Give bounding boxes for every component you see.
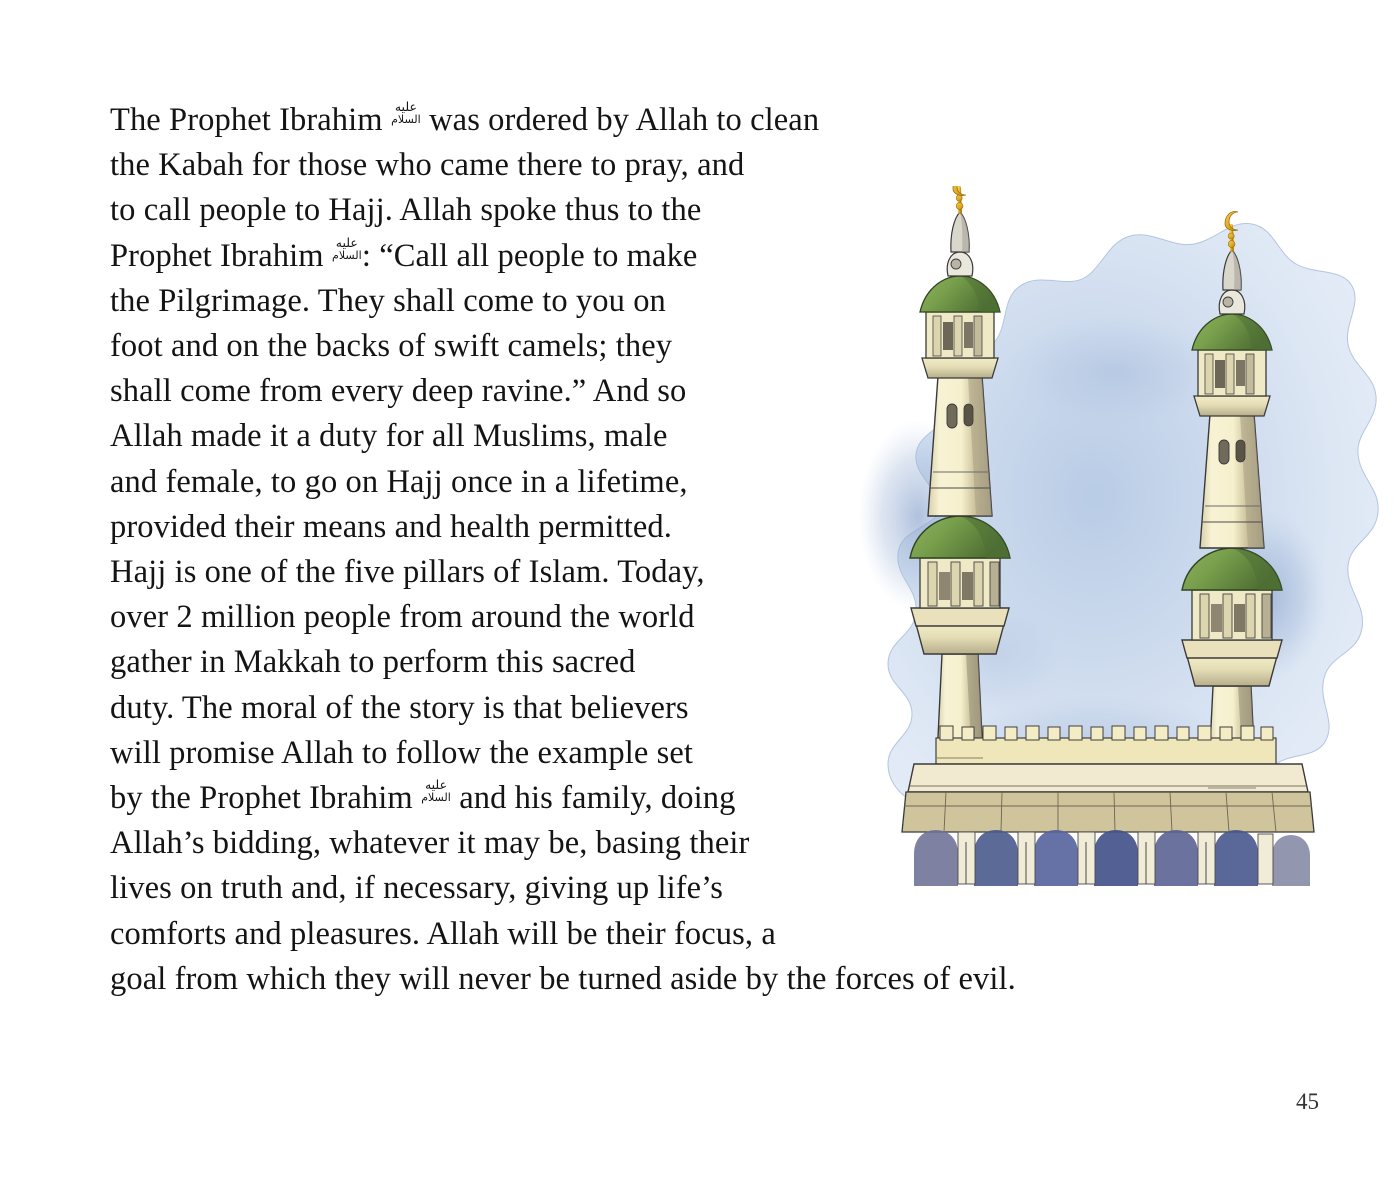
text-line-10: provided their means and health permitted. <box>110 508 672 545</box>
text-line-11: Hajj is one of the five pillars of Islam. Today, <box>110 554 705 591</box>
minaret-right-gallery-column <box>1262 594 1271 638</box>
text-line-15: will promise Allah to follow the example set <box>110 734 693 771</box>
minaret-left-window <box>964 404 973 426</box>
minaret-left-lower-corbel <box>916 624 1004 654</box>
text-line-14: duty. The moral of the story is that believers <box>110 689 689 726</box>
minaret-right-window <box>1219 440 1229 464</box>
text-line-12: over 2 million people from around the world <box>110 599 695 636</box>
text-line-17: Allah’s bidding, whatever it may be, basing their <box>110 825 750 862</box>
parapet-band <box>936 738 1276 764</box>
minaret-left-upper-column <box>933 316 941 356</box>
minaret-left-upper-opening <box>943 322 953 350</box>
honorific-top-line: عليه <box>394 99 417 114</box>
minaret-left-lower-balcony-rail <box>911 608 1009 626</box>
minaret-left-gallery-column <box>974 562 983 606</box>
minaret-left-gallery-column <box>990 562 999 606</box>
minarets-illustration-svg <box>796 186 1384 886</box>
minaret-left-gallery-column <box>928 562 937 606</box>
text-line-6: foot and on the backs of swift camels; they <box>110 328 673 365</box>
arcade-arch <box>1094 830 1138 886</box>
cornice-band <box>902 792 1314 832</box>
honorific-top-line: عليه <box>335 235 358 250</box>
text-line-1-part-a: The Prophet Ibrahim <box>110 102 391 138</box>
page-number: 45 <box>1296 1089 1319 1114</box>
text-line-8: Allah made it a duty for all Muslims, male <box>110 418 668 455</box>
honorific-alayhi-assalam-icon <box>421 778 451 812</box>
text-line-3: to call people to Hajj. Allah spoke thus to the <box>110 192 702 229</box>
minaret-right-lower-corbel <box>1187 656 1277 686</box>
text-line-5: the Pilgrimage. They shall come to you on <box>110 282 666 319</box>
text-line-19: comforts and pleasures. Allah will be their focus, a <box>110 915 776 952</box>
text-line-20: goal from which they will never be turned aside by the forces of evil. <box>110 960 1016 997</box>
text-line-7: shall come from every deep ravine.” And so <box>110 373 687 410</box>
minaret-left-finial-bead <box>956 203 963 210</box>
minaret-left-gallery-column <box>951 562 960 606</box>
honorific-alayhi-assalam-icon <box>332 236 362 270</box>
arcade-arches <box>914 830 1310 886</box>
honorific-bottom-line: السلام <box>421 790 451 804</box>
minaret-right-lower-balcony-rail <box>1182 640 1282 658</box>
arcade-arch <box>974 830 1018 886</box>
honorific-bottom-line: السلام <box>332 248 362 262</box>
minaret-left-window <box>947 404 957 428</box>
minaret-right-upper-corbel <box>1194 396 1270 416</box>
text-line-1-part-b: was ordered by Allah to clean <box>420 102 820 138</box>
arcade-arch <box>1214 830 1258 886</box>
text-line-4-part-a: Prophet Ibrahim <box>110 237 332 274</box>
minaret-right-upper-column <box>1205 354 1213 394</box>
text-line-2: the Kabah for those who came there to pray, and <box>110 147 745 184</box>
text-line-9: and female, to go on Hajj once in a lifetime, <box>110 463 688 500</box>
minaret-right-upper-opening <box>1236 360 1245 386</box>
minaret-right-finial-bead <box>1228 233 1234 239</box>
minaret-right-gallery-opening <box>1234 604 1245 632</box>
text-line-13: gather in Makkah to perform this sacred <box>110 644 636 681</box>
arcade-arch <box>914 830 958 886</box>
arcade-arch <box>1154 830 1198 886</box>
minaret-right-finial-bead <box>1228 241 1235 248</box>
minaret-right-gallery-opening <box>1211 604 1222 632</box>
text-line-16-part-a: by the Prophet Ibrahim <box>110 780 421 817</box>
text-line-18: lives on truth and, if necessary, giving up life’s <box>110 870 724 907</box>
arcade-arch <box>1272 835 1310 886</box>
minaret-left-upper-column <box>974 316 982 356</box>
honorific-top-line: عليه <box>424 777 448 792</box>
minaret-left-gallery-opening <box>939 572 950 600</box>
minaret-left-upper-opening <box>964 322 973 348</box>
minaret-left-gallery-opening <box>962 572 973 600</box>
sky-pigment-pool-top <box>1006 313 1226 429</box>
minaret-right-gallery-column <box>1200 594 1209 638</box>
text-line-4-part-b: : “Call all people to make <box>361 237 698 274</box>
minaret-left-upper-corbel <box>922 358 998 378</box>
mosque-base <box>902 726 1314 886</box>
minaret-right-upper-column <box>1226 354 1234 394</box>
minaret-right-upper-column <box>1246 354 1254 394</box>
minaret-right-upper-opening <box>1215 360 1225 388</box>
minaret-right-gallery-column <box>1246 594 1255 638</box>
honorific-alayhi-assalam-icon <box>391 100 421 134</box>
minarets-illustration <box>796 186 1384 886</box>
minaret-right-lantern-boss <box>1223 297 1233 307</box>
minaret-right-gallery-column <box>1223 594 1232 638</box>
minaret-left-lantern-boss <box>951 259 961 269</box>
text-line-16-part-b: and his family, doing <box>451 780 736 817</box>
honorific-bottom-line: السلام <box>391 112 421 126</box>
arcade-arch <box>1034 830 1078 886</box>
text-line-1 <box>110 98 1290 143</box>
minaret-left-upper-column <box>954 316 962 356</box>
minaret-right-window <box>1236 440 1245 462</box>
